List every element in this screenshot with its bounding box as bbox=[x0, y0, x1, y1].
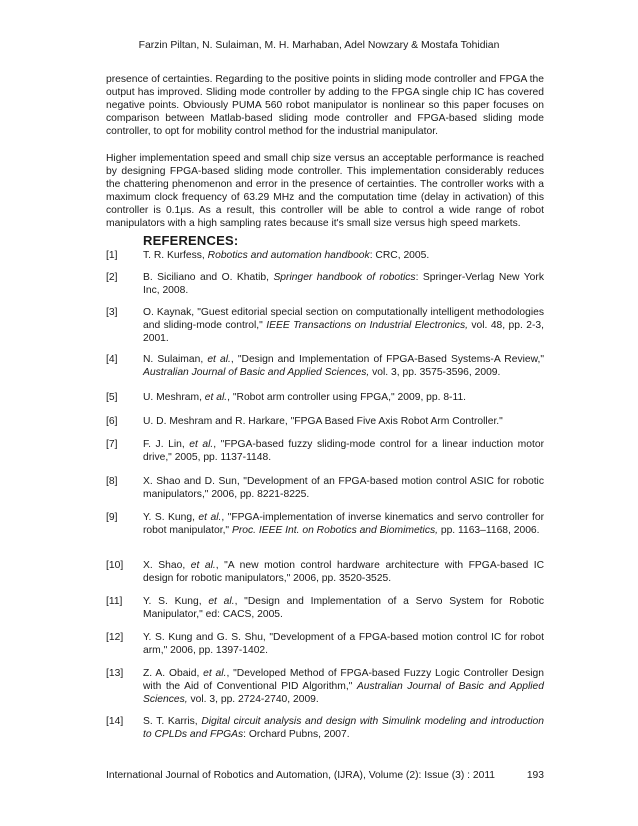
reference-number: [3] bbox=[106, 307, 118, 318]
reference-number: [11] bbox=[106, 596, 123, 607]
reference-text: X. Shao, et al., "A new motion control hardware architecture with FPGA-based IC design for robotic manipulators," 2006, pp. 3520-3525. bbox=[143, 560, 545, 585]
reference-number: [7] bbox=[106, 439, 118, 450]
reference-text: X. Shao and D. Sun, "Development of an FPGA-based motion control ASIC for robotic manipulators," 2006, pp. 8221-8225. bbox=[143, 476, 544, 501]
reference-text: U. D. Meshram and R. Harkare, "FPGA Based Five Axis Robot Arm Controller." bbox=[143, 416, 503, 427]
reference-number: [6] bbox=[106, 416, 118, 427]
reference-item bbox=[106, 511, 544, 537]
reference-item bbox=[106, 475, 544, 501]
body-paragraph-1: presence of certainties. Regarding to the positive points in sliding mode controller and FPGA the output has improved. Sliding mode controller by adding to the FPGA single chip IC has covered negative points. Obviously PUMA 560 robot manipulator is nonlinear so this paper focuses on comparison between Matlab-based sliding mode controller and FPGA-based sliding mode controller, to opt for mobility control method for the industrial manipulator. bbox=[106, 74, 544, 138]
reference-text: B. Siciliano and O. Khatib, Springer handbook of robotics: Springer-Verlag New York Inc, 2008. bbox=[143, 272, 544, 297]
reference-item bbox=[106, 391, 544, 404]
reference-text: T. R. Kurfess, Robotics and automation handbook: CRC, 2005. bbox=[143, 250, 430, 261]
reference-item bbox=[106, 715, 544, 741]
reference-text: N. Sulaiman, et al., "Design and Implementation of FPGA-Based Systems-A Review," Australian Journal of Basic and Applied Sciences, vol. 3, pp. 3575-3596, 2009. bbox=[143, 354, 544, 379]
reference-number: [9] bbox=[106, 512, 118, 523]
running-header: Farzin Piltan, N. Sulaiman, M. H. Marhaban, Adel Nowzary & Mostafa Tohidian bbox=[138, 40, 500, 51]
page-number: 193 bbox=[526, 770, 544, 781]
journal-citation: International Journal of Robotics and Automation, (IJRA), Volume (2): Issue (3) : 2011 bbox=[106, 770, 496, 781]
reference-number: [1] bbox=[106, 250, 118, 261]
reference-item bbox=[106, 438, 544, 464]
reference-number: [8] bbox=[106, 476, 118, 487]
reference-text: Y. S. Kung, et al., "Design and Implementation of a Servo System for Robotic Manipulator," ed: CACS, 2005. bbox=[143, 596, 545, 621]
reference-text: O. Kaynak, "Guest editorial special section on computationally intelligent methodologies and sliding-mode control," IEEE Transactions on Industrial Electronics, vol. 48, pp. 2-3, 2001. bbox=[143, 307, 545, 345]
reference-item bbox=[106, 631, 544, 657]
reference-item bbox=[106, 271, 544, 297]
reference-item bbox=[106, 667, 544, 707]
reference-number: [14] bbox=[106, 716, 124, 727]
reference-text: Y. S. Kung, et al., "FPGA-implementation of inverse kinematics and servo controller for robot manipulator," Proc. IEEE Int. on Robotics and Biomimetics, pp. 1163–1168, 2006. bbox=[143, 512, 544, 537]
reference-text: U. Meshram, et al., "Robot arm controller using FPGA," 2009, pp. 8-11. bbox=[143, 392, 467, 403]
reference-text: S. T. Karris, Digital circuit analysis and design with Simulink modeling and introduction to CPLDs and FPGAs: Orchard Pubns, 2007. bbox=[143, 716, 544, 741]
references-heading: REFERENCES: bbox=[143, 233, 239, 248]
reference-item bbox=[106, 306, 544, 346]
reference-text: Z. A. Obaid, et al., "Developed Method of FPGA-based Fuzzy Logic Controller Design with the Aid of Conventional PID Algorithm," Australian Journal of Basic and Applied Sciences, vol. 3, pp. 2724-2740, 2009. bbox=[143, 668, 545, 706]
reference-item bbox=[106, 353, 544, 379]
reference-number: [4] bbox=[106, 354, 118, 365]
reference-item bbox=[106, 595, 544, 621]
page-footer bbox=[106, 769, 544, 782]
reference-item bbox=[106, 559, 544, 585]
reference-number: [5] bbox=[106, 392, 118, 403]
reference-number: [10] bbox=[106, 560, 124, 571]
reference-item bbox=[106, 415, 544, 428]
reference-number: [12] bbox=[106, 632, 124, 643]
reference-number: [13] bbox=[106, 668, 124, 679]
reference-number: [2] bbox=[106, 272, 118, 283]
reference-text: Y. S. Kung and G. S. Shu, "Development of a FPGA-based motion control IC for robot arm," 2006, pp. 1397-1402. bbox=[143, 632, 544, 657]
reference-item bbox=[106, 249, 544, 262]
body-paragraph-2: Higher implementation speed and small chip size versus an acceptable performance is reached by designing FPGA-based sliding mode controller. This implementation considerably reduces the chattering phenomenon and error in the presence of certainties. The controller works with a maximum clock frequency of 63.29 MHz and the computation time (delay in activation) of this controller is 0.1μs. As a result, this controller will be able to control a wide range of robot manipulators with a high sampling rates because it's small size versus high speed markets. bbox=[106, 153, 544, 230]
reference-text: F. J. Lin, et al., "FPGA-based fuzzy sliding-mode control for a linear induction motor drive," 2005, pp. 1137-1148. bbox=[143, 439, 544, 464]
